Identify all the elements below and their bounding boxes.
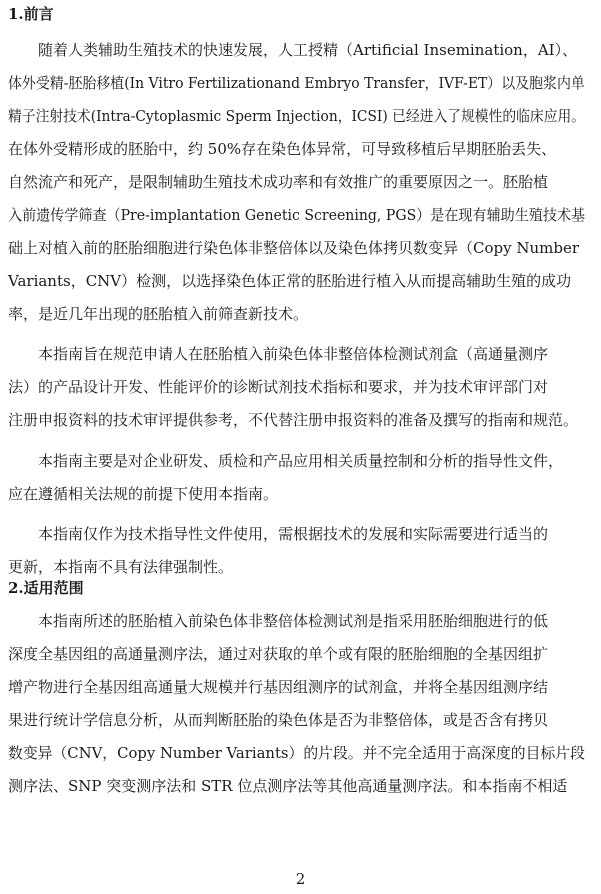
text-line: 注册申报资料的技术审评提供参考，不代替注册申报资料的准备及撰写的指南和规范。 (8, 411, 579, 429)
text-line: 体外受精-胚胎移植(In Vitro Fertilizationand Embryo Transfer，IVF-ET）以及胞浆内单 (8, 74, 585, 92)
text-line: 自然流产和死产，是限制辅助生殖技术成功率和有效推广的重要原因之一。胚胎植 (8, 173, 549, 191)
text-line: 果进行统计学信息分析，从而判断胚胎的染色体是否为非整倍体，或是否含有拷贝 (8, 711, 549, 729)
text-line: 本指南主要是对企业研发、质检和产品应用相关质量控制和分析的指导性文件， (38, 452, 564, 470)
text-line: 随着人类辅助生殖技术的快速发展，人工授精（Artificial Insemination，AI）、 (38, 41, 578, 59)
page-number: 2 (295, 870, 306, 888)
text-line: 本指南旨在规范申请人在胚胎植入前染色体非整倍体检测试剂盒（高通量测序 (38, 345, 549, 363)
section-heading-introduction: 1.前言 (8, 5, 54, 23)
text-line: 数变异（CNV，Copy Number Variants）的片段。并不完全适用于高深度的目标片段 (8, 744, 585, 762)
text-line: 率，是近几年出现的胚胎植入前筛查新技术。 (8, 305, 309, 323)
text-line: 入前遗传学筛查（Pre-implantation Genetic Screening, PGS）是在现有辅助生殖技术基 (8, 206, 586, 224)
text-line: 测序法、SNP 突变测序法和 STR 位点测序法等其他高通量测序法。和本指南不相适 (8, 777, 568, 795)
section-heading-scope: 2.适用范围 (8, 579, 84, 597)
text-line: 深度全基因组的高通量测序法，通过对获取的单个或有限的胚胎细胞的全基因组扩 (8, 645, 549, 663)
text-line: 增产物进行全基因组高通量大规模并行基因组测序的试剂盒，并将全基因组测序结 (8, 678, 549, 696)
text-line: 精子注射技术(Intra-Cytoplasmic Sperm Injection，ICSI) 已经进入了规模性的临床应用。 (8, 107, 586, 125)
text-line: 本指南仅作为技术指导性文件使用，需根据技术的发展和实际需要进行适当的 (38, 525, 549, 543)
text-line: Variants，CNV）检测，以选择染色体正常的胚胎进行植入从而提高辅助生殖的成功 (8, 272, 572, 290)
text-line: 础上对植入前的胚胎细胞进行染色体非整倍体以及染色体拷贝数变异（Copy Number (8, 239, 580, 257)
text-line: 法）的产品设计开发、性能评价的诊断试剂技术指标和要求，并为技术审评部门对 (8, 378, 549, 396)
text-line: 在体外受精形成的胚胎中，约 50%存在染色体异常，可导致移植后早期胚胎丢失、 (8, 140, 557, 158)
text-line: 应在遵循相关法规的前提下使用本指南。 (8, 485, 279, 503)
text-line: 更新，本指南不具有法律强制性。 (8, 558, 234, 576)
text-line: 本指南所述的胚胎植入前染色体非整倍体检测试剂是指采用胚胎细胞进行的低 (38, 612, 549, 630)
